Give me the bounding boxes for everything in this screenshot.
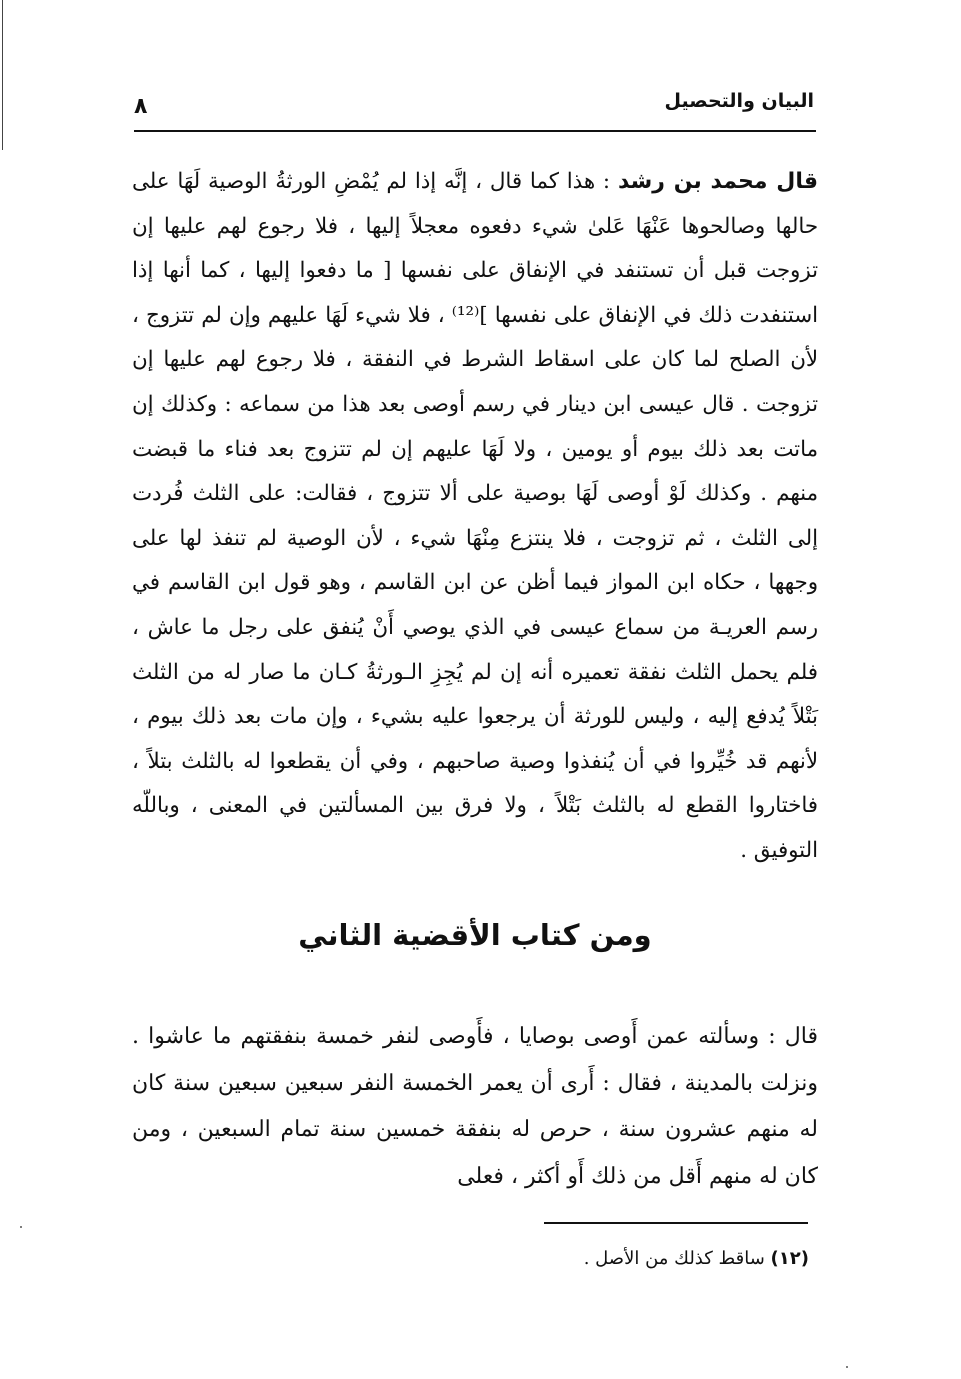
header-rule [134, 130, 816, 132]
page-number: ٨ [134, 94, 148, 119]
running-title: البيان والتحصيل [664, 90, 814, 112]
section-heading: ومن كتاب الأقضية الثاني [298, 918, 652, 952]
footnote-number: (١٢) [770, 1248, 809, 1269]
question-paragraph: قال : وسألته عمن أَوصى بوصايا ، فأَوصى لنفر خمسة بنفقتهم ما عاشوا . ونزلت بالمدينة ، فقال : أَرى أن يعمر الخمسة النفر سبعين سبعين سنة كان له منهم عشرون سنة ، حرص له بنفقة خمسين سنة تمام السبعين ، ومن كان له منهم أَقل من ذلك أَو أكثر ، فعلى [132, 1024, 818, 1189]
footnote [584, 1248, 809, 1269]
commentary-paragraph [132, 160, 818, 874]
footnote-text: ساقط كذلك من الأصل . [583, 1248, 765, 1269]
scan-speck [20, 1226, 22, 1228]
speaker-label: قال محمد بن رشد [617, 169, 818, 194]
scan-speck [846, 1366, 848, 1368]
footnote-rule [544, 1222, 808, 1224]
scan-margin-line [2, 0, 3, 150]
page-header [134, 86, 814, 126]
commentary-text: : هذا كما قال ، إنَّه إذا لم يُمْضِ الورثةُ الوصية لَهَا على حالها وصالحوها عَنْهَا عَلىٰ شيء دفعوه معجلاً إليها ، فلا رجوع لهم عليها إن تزوجت قبل أن تستنفد في الإنفاق على نفسها [ ما دفعوا إليها ، كما أنها إذا استنفدت ذلك في الإنفاق على نفسها ]⁽¹²⁾ ، فلا شيء لَهَا عليهم وإن لم تتزوج ، لأن الصلح لما كان على اسقاط الشرط في النفقة ، فلا رجوع لهم عليها إن تزوجت . قال عيسى ابن دينار في رسم أوصى بعد هذا من سماعه : وكذلك إن ماتت بعد ذلك بيوم أو يومين ، ولا لَهَا عليهم إن لم تتزوج بعد فناء ما قبضت منهم . وكذلك لَوْ أوصى لَهَا بوصية على ألا تتزوج ، فقالت: على الثلث فُردت إلى الثلث ، ثم تزوجت ، فلا ينتزع مِنْهَا شيء ، لأن الوصية لم تنفذ لها على وجهها ، حكاه ابن المواز فيما أظن عن ابن القاسم ، وهو قول ابن القاسم في رسم العريـة من سماع عيسى في الذي يوصي أَنْ يُنفق على رجل ما عاش ، فلم يحمل الثلث نفقة تعميره أنه إن لم يُجِزِ الـورثةُ كـان ما صار له من الثلث بَتْلاً يُدفع إليه ، وليس للورثة أن يرجعوا عليه بشيء ، وإن مات بعد ذلك بيوم ، لأنهم قد خُيِّروا في أن يُنفذوا وصية صاحبهم ، وفي أن يقطعوا له بالثلث بتلاً ، فاختاروا القطع له بالثلث بَتْلاً ، ولا فرق بين المسألتين في المعنى ، وباللّه التوفيق . [132, 169, 819, 863]
